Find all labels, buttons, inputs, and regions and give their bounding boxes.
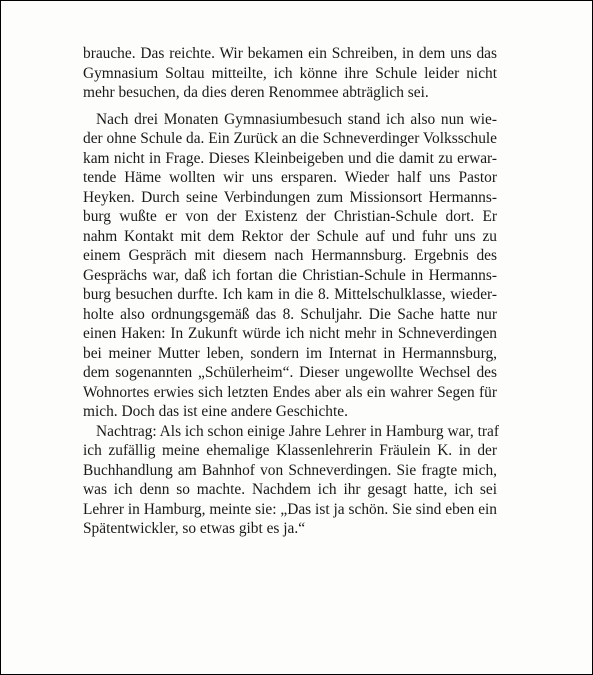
text-line: Lehrer in Hamburg, meinte sie: „Das ist ja schön. Sie sind eben ein [83, 500, 497, 518]
text-line: einem Gespräch mit diesem nach Hermannsburg. Ergebnis des [83, 247, 497, 264]
paragraph-1 [83, 44, 497, 103]
text-line: dem sogenannten „Schülerheim“. Dieser ungewollte Wechsel des [83, 364, 497, 381]
text-line: Spätentwickler, so etwas gibt es ja.“ [83, 520, 306, 537]
text-line: burg besuchen durfte. Ich kam in die 8. Mittelschulklasse, wieder- [83, 286, 497, 303]
text-line: kam nicht in Frage. Dieses Kleinbeigeben und die damit zu erwar- [83, 149, 497, 167]
paragraph-2 [83, 110, 497, 422]
text-line: burg wußte er von der Existenz der Christian-Schule dort. Er [83, 208, 497, 225]
paragraph-3 [83, 422, 497, 539]
text-line: Wohnortes erwies sich letzten Endes aber als ein wahrer Segen für [83, 383, 497, 401]
text-line: nahm Kontakt mit dem Rektor der Schule auf und fuhr uns zu [83, 227, 497, 245]
text-line: Buchhandlung am Bahnhof von Schneverdingen. Sie fragte mich, [83, 461, 497, 479]
text-line: Gymnasium Soltau mitteilte, ich könne ihre Schule leider nicht [83, 64, 497, 82]
text-line: einen Haken: In Zukunft würde ich nicht mehr in Schneverdingen [83, 325, 497, 342]
paragraph-gap [83, 103, 497, 110]
text-line: ich zufällig meine ehemalige Klassenlehrerin Fräulein K. in der [83, 442, 497, 459]
text-line: Nachtrag: Als ich schon einige Jahre Lehrer in Hamburg war, traf [96, 422, 499, 440]
text-line: mich. Doch das ist eine andere Geschichte. [83, 403, 348, 420]
text-line: Heyken. Durch seine Verbindungen zum Missionsort Hermanns- [83, 188, 497, 206]
text-line: mehr besuchen, da dies deren Renommee abträglich sei. [83, 84, 429, 101]
text-line: der ohne Schule da. Ein Zurück an die Schneverdinger Volksschule [83, 130, 498, 147]
text-line: bei meiner Mutter leben, sondern im Internat in Hermannsburg, [83, 344, 497, 362]
text-line: Gesprächs war, daß ich fortan die Christian-Schule in Hermanns- [83, 266, 497, 284]
text-line: brauche. Das reichte. Wir bekamen ein Schreiben, in dem uns das [83, 45, 497, 62]
text-line: was ich denn so machte. Nachdem ich ihr gesagt hatte, ich sei [83, 481, 497, 498]
text-line: tende Häme wollten wir uns ersparen. Wieder half uns Pastor [83, 169, 497, 186]
text-line: Nach drei Monaten Gymnasiumbesuch stand ich also nun wie- [96, 110, 497, 128]
body-text [83, 44, 497, 539]
text-line: holte also ordnungsgemäß das 8. Schuljahr. Die Sache hatte nur [83, 305, 497, 323]
